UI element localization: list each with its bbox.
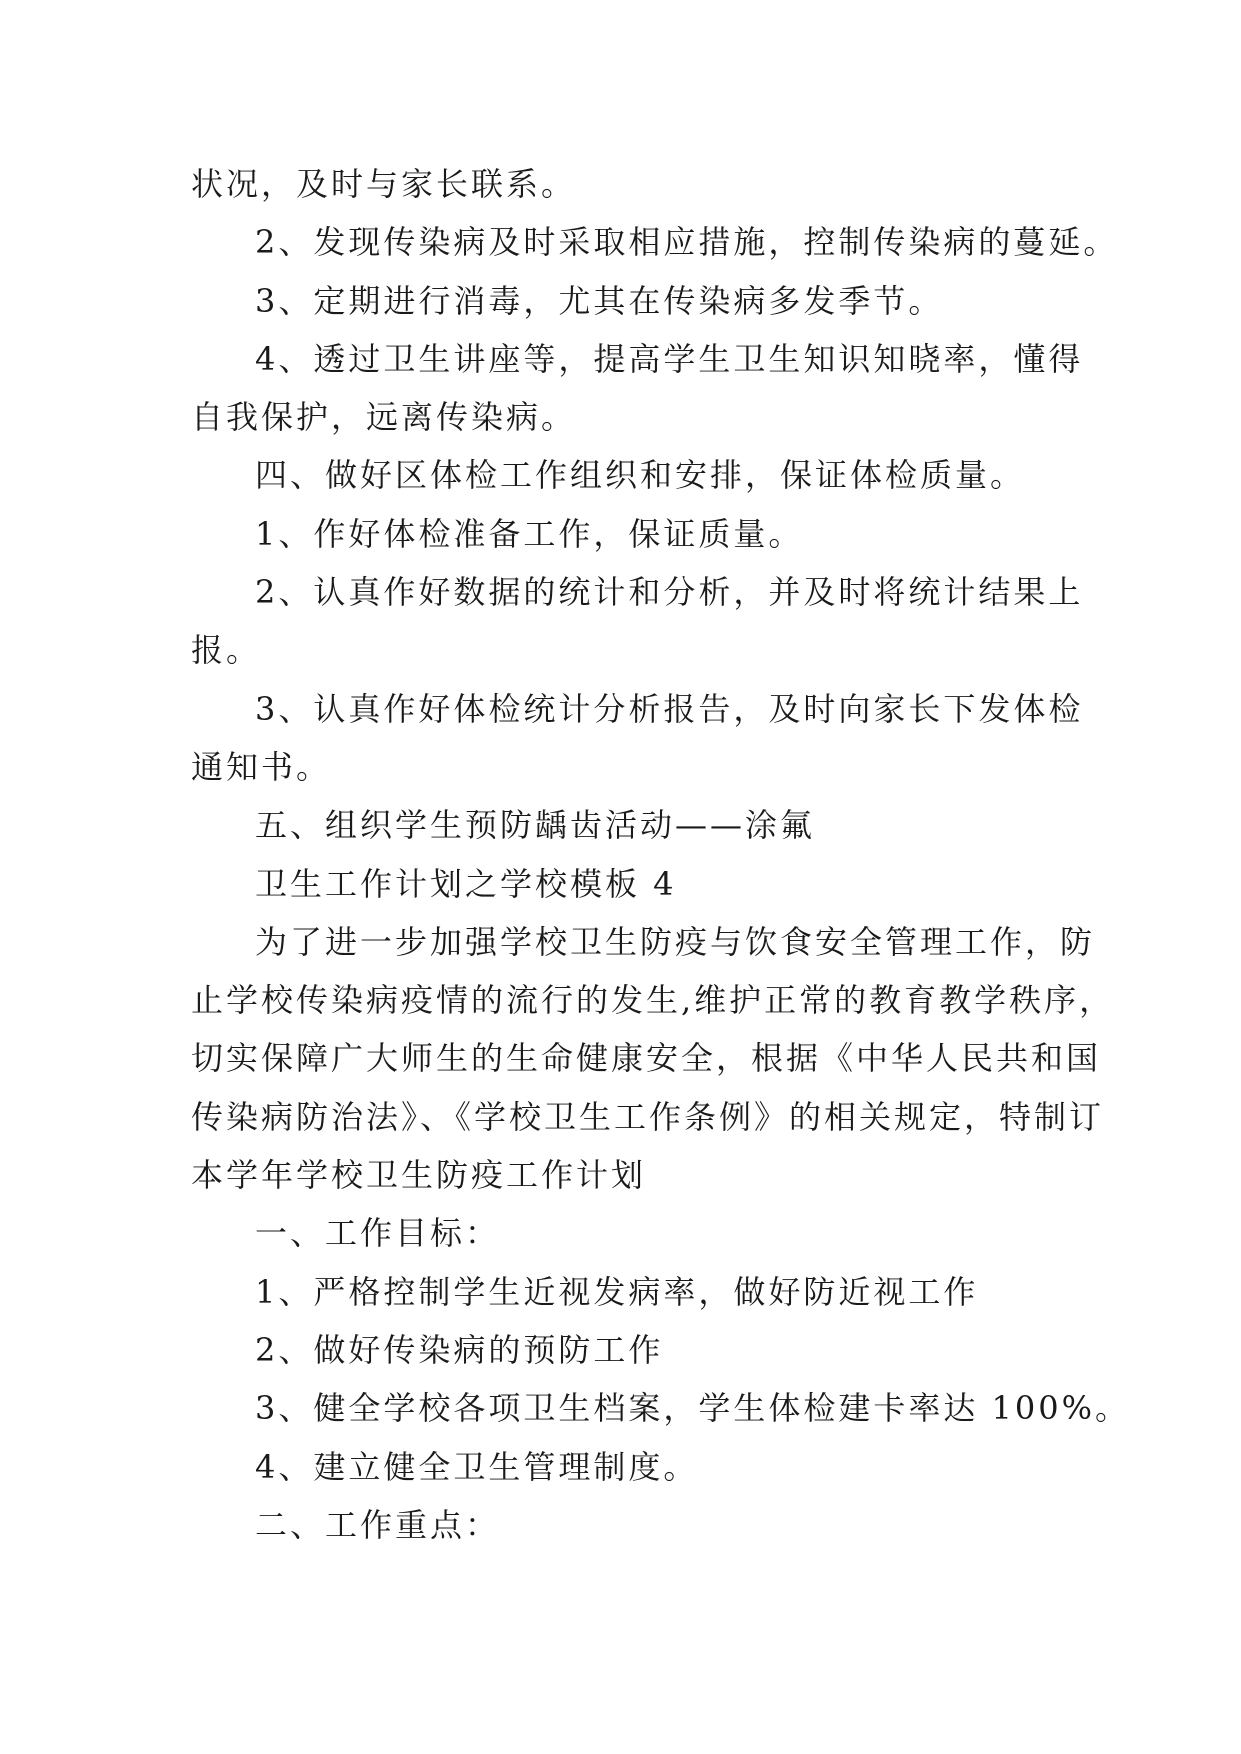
document-subtitle: 卫生工作计划之学校模板 4 xyxy=(255,864,677,903)
paragraph-line: 4、透过卫生讲座等，提高学生卫生知识知晓率，懂得 xyxy=(255,339,1084,378)
paragraph-line: 通知书。 xyxy=(191,747,332,786)
paragraph-line: 3、健全学校各项卫生档案，学生体检建卡率达 100%。 xyxy=(255,1389,1131,1428)
paragraph-line: 自我保护，远离传染病。 xyxy=(191,398,577,437)
paragraph-line: 3、定期进行消毒，尤其在传染病多发季节。 xyxy=(255,281,944,320)
paragraph-line: 1、作好体检准备工作，保证质量。 xyxy=(255,514,804,553)
paragraph-line: 切实保障广大师生的生命健康安全，根据《中华人民共和国 xyxy=(191,1039,1102,1078)
paragraph-line: 1、严格控制学生近视发病率，做好防近视工作 xyxy=(255,1272,979,1311)
paragraph-line: 传染病防治法》、《学校卫生工作条例》的相关规定，特制订 xyxy=(191,1097,1105,1136)
paragraph-line: 本学年学校卫生防疫工作计划 xyxy=(191,1156,647,1195)
section-heading: 四、做好区体检工作组织和安排，保证体检质量。 xyxy=(255,456,1026,495)
section-heading: 一、工作目标： xyxy=(255,1214,501,1253)
section-heading: 五、组织学生预防龋齿活动——涂氟 xyxy=(255,806,816,845)
paragraph-line: 4、建立健全卫生管理制度。 xyxy=(255,1447,699,1486)
section-heading: 二、工作重点： xyxy=(255,1505,501,1544)
paragraph-line: 3、认真作好体检统计分析报告，及时向家长下发体检 xyxy=(255,689,1084,728)
paragraph-line: 为了进一步加强学校卫生防疫与饮食安全管理工作，防 xyxy=(255,922,1096,961)
paragraph-line: 状况，及时与家长联系。 xyxy=(191,165,577,203)
paragraph-line: 止学校传染病疫情的流行的发生,维护正常的教育教学秩序， xyxy=(191,981,1115,1020)
document-body xyxy=(191,155,1131,1554)
paragraph-line: 2、做好传染病的预防工作 xyxy=(255,1330,664,1369)
paragraph-line: 2、发现传染病及时采取相应措施，控制传染病的蔓延。 xyxy=(255,223,1119,262)
paragraph-line: 2、认真作好数据的统计和分析，并及时将统计结果上 xyxy=(255,573,1084,612)
paragraph-line: 报。 xyxy=(191,631,262,670)
